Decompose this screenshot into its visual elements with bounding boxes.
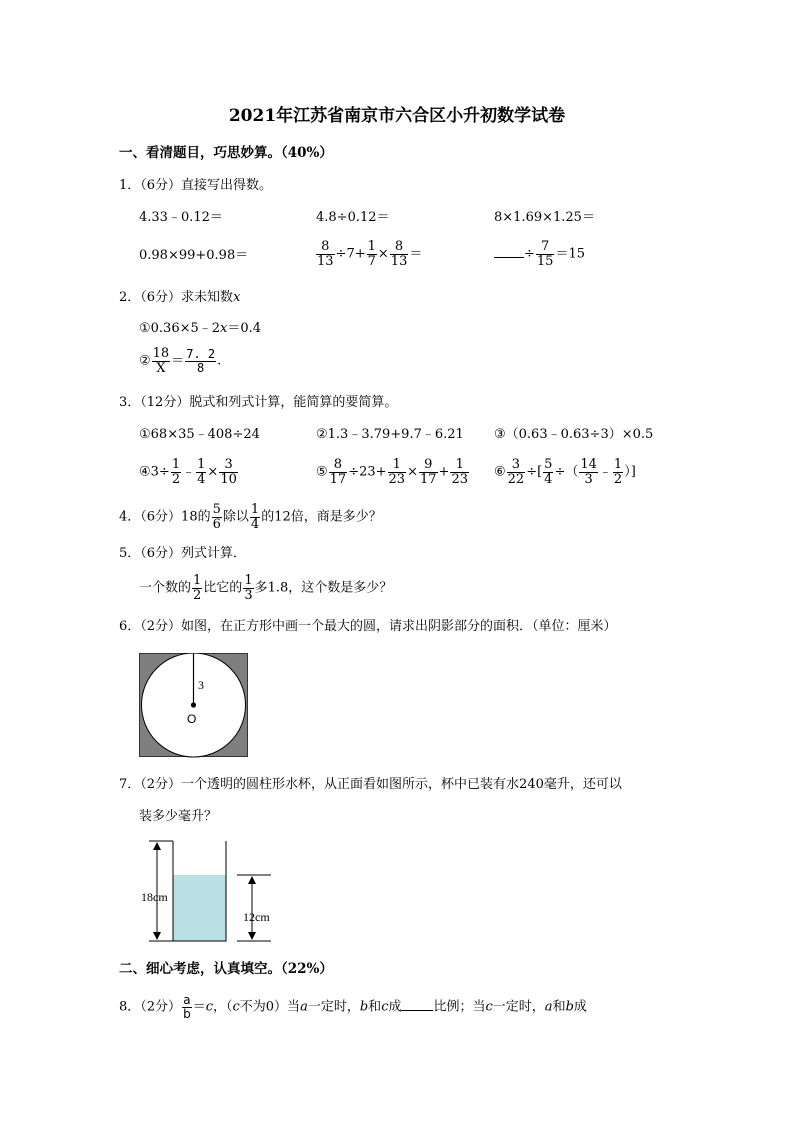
q6-number: 6． — [119, 619, 141, 634]
q1-number: 1． — [119, 178, 141, 193]
q1-expr-2: 4.8÷0.12＝ — [316, 210, 390, 225]
fraction: $\frac{3}{22}$ — [507, 457, 525, 487]
q5-problem: 一个数的 $\frac{1}{2}$ 比它的 $\frac{1}{3}$ 多1.8，这个数是多少？ — [139, 573, 393, 603]
fraction: $\frac{8}{13}$ — [317, 239, 334, 269]
q5-text: （6分）列式计算． — [140, 546, 247, 561]
q3-problem-1: ①68×35﹣408÷24 — [139, 427, 260, 442]
q3-number: 3． — [119, 395, 141, 410]
q2-variable: x — [233, 290, 241, 305]
q5-number: 5． — [119, 546, 141, 561]
q3-stem — [119, 396, 397, 409]
height-label: 18cm — [141, 890, 168, 904]
q1-text: （6分）直接写出得数。 — [140, 178, 273, 193]
section-2-heading: 二、细心考虑，认真填空。（22%） — [119, 961, 333, 977]
q1-expr-3: 8×1.69×1.25＝ — [494, 210, 595, 225]
fraction: $\frac{1}{2}$ — [193, 573, 202, 603]
center-dot — [191, 702, 196, 707]
fraction: $\frac{18}{X}$ — [152, 346, 170, 376]
q7-text: （2分）一个透明的圆柱形水杯，从正面看如图所示，杯中已装有水240毫升，还可以 — [140, 777, 622, 792]
water-height-label: 12cm — [243, 910, 270, 924]
q4-number: 4． — [119, 509, 141, 525]
answer-blank[interactable] — [401, 1010, 433, 1011]
cup-figure — [139, 838, 279, 946]
q6-text: （2分）如图，在正方形中画一个最大的圆，请求出阴影部分的面积．（单位：厘米） — [140, 619, 617, 634]
fraction: $\frac{1}{3}$ — [244, 573, 253, 603]
fraction: $\frac{1}{23}$ — [388, 457, 406, 487]
q1-expr-4: 0.98×99+0.98＝ — [139, 248, 249, 263]
q1-stem — [119, 179, 272, 192]
radius-label: 3 — [198, 678, 204, 692]
q1-expr-5: $\frac{8}{13}$ ÷7+ $\frac{1}{7}$ × $\frac{8}{13}$ ＝ — [317, 239, 423, 269]
q2-stem — [119, 291, 240, 304]
q4-stem: 4．（6分）18的 $\frac{5}{6}$ 除以 $\frac{1}{4}$ 的12倍，商是多少？ — [119, 502, 382, 532]
fraction: $\frac{8}{17}$ — [329, 457, 347, 487]
q6-stem — [119, 620, 617, 633]
fraction: $\frac{a}{b}$ — [183, 993, 191, 1021]
fraction: $\frac{1}{2}$ — [613, 457, 623, 487]
water-fill — [173, 875, 226, 941]
q2-text: （6分）求未知数 — [140, 290, 234, 305]
q3-problem-4: ④3÷ $\frac{1}{2}$ ﹣ $\frac{1}{4}$ × $\frac{3}{10}$ — [139, 457, 237, 487]
fraction: $\frac{1}{2}$ — [171, 457, 181, 487]
q2-number: 2． — [119, 290, 141, 305]
fraction: $\frac{1}{23}$ — [451, 457, 468, 487]
q3-text: （12分）脱式和列式计算，能简算的要简算。 — [140, 395, 398, 410]
fraction: $\frac{7}{15}$ — [536, 239, 554, 269]
q3-problem-5: ⑤ $\frac{8}{17}$ ÷23+ $\frac{1}{23}$ × $\frac{9}{17}$ + $\frac{1}{23}$ — [316, 457, 468, 487]
fraction: $\frac{1}{4}$ — [250, 502, 260, 532]
q8-number: 8． — [119, 999, 141, 1015]
q2-equation-1: ①0.36×5﹣2x＝0.4 — [139, 321, 262, 336]
fraction: $\frac{14}{3}$ — [580, 457, 597, 487]
q1-expr-1: 4.33﹣0.12＝ — [139, 210, 223, 225]
q5-stem — [119, 547, 246, 560]
q7-stem-line-2: 装多少毫升？ — [139, 809, 218, 824]
fraction: $\frac{9}{17}$ — [419, 457, 437, 487]
q7-stem-line-1 — [119, 778, 622, 791]
q7-number: 7． — [119, 777, 141, 792]
q2-equation-2: ② $\frac{18}{X}$ ＝ $\frac{7. 2}{8}$ . — [139, 346, 222, 376]
center-label: O — [187, 712, 197, 726]
section-1-heading: 一、看清题目，巧思妙算。（40%） — [119, 145, 333, 161]
q1-expr-6: ÷ $\frac{7}{15}$ ＝15 — [494, 240, 585, 268]
q3-problem-6: ⑥ $\frac{3}{22}$ ÷[ $\frac{5}{4}$ ÷（ $\frac{14}{3}$ ﹣ $\frac{1}{2}$ ）] — [494, 457, 636, 487]
fraction: $\frac{1}{7}$ — [367, 239, 376, 269]
fraction: $\frac{8}{13}$ — [390, 239, 408, 269]
q3-problem-3: ③（0.63﹣0.63÷3）×0.5 — [494, 427, 654, 442]
fraction: $\frac{1}{4}$ — [197, 457, 206, 487]
page-title: 2021年江苏省南京市六合区小升初数学试卷 — [228, 106, 566, 126]
q3-problem-2: ②1.3﹣3.79+9.7﹣6.21 — [316, 427, 464, 442]
fraction: $\frac{5}{4}$ — [544, 457, 553, 487]
fraction: $\frac{7. 2}{8}$ — [186, 347, 216, 375]
fraction: $\frac{3}{10}$ — [220, 457, 237, 487]
answer-blank[interactable] — [494, 257, 524, 258]
fraction: $\frac{5}{6}$ — [212, 502, 221, 532]
square-circle-figure — [139, 653, 249, 758]
q8-stem: 8．（2分） $\frac{a}{b}$ ＝c，（c不为0）当a一定时，b和c成 比例；当c一定时，a和b成 — [119, 993, 587, 1021]
